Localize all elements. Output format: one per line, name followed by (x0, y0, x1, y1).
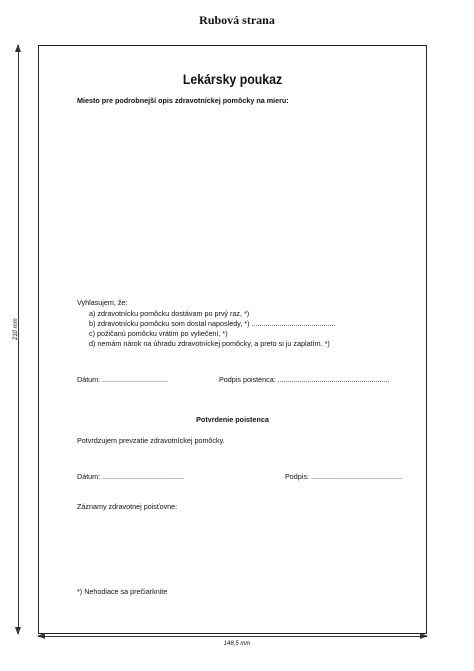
declaration-intro: Vyhlasujem, že: (77, 298, 128, 307)
declaration-item-a: a) zdravotnícku pomôcku dostávam po prvý raz, *) (89, 309, 250, 318)
insured-signature-field: Podpis poistenca: ........................................................ (219, 375, 390, 384)
description-label: Miesto pre podrobnejší opis zdravotníckej pomôcky na mieru: (77, 96, 289, 105)
date-field-2: Dátum: ......................................... (77, 472, 185, 481)
form-title: Lekársky poukaz (182, 71, 283, 87)
insurer-records-label: Záznamy zdravotnej poisťovne: (77, 502, 178, 511)
confirmation-text: Potvrdzujem prevzatie zdravotníckej pomôcky. (77, 436, 225, 445)
declaration-item-b: b) zdravotnícku pomôcku som dostal naposledy, *) .......................................... (89, 319, 336, 328)
width-dimension-line (38, 636, 427, 637)
date-field-1: Dátum: ................................. (77, 375, 169, 384)
confirmation-heading: Potvrdenie poistenca (196, 415, 269, 424)
declaration-item-c: c) požičanú pomôcku vrátim po vyliečení, *) (89, 329, 228, 338)
page-heading: Rubová strana (199, 13, 275, 27)
declaration-item-d: d) nemám nárok na úhradu zdravotníckej pomôcky, a preto si ju zaplatím. *) (89, 339, 330, 348)
signature-field: Podpis: .............................................. (285, 472, 403, 481)
width-dimension-label: 148,5 mm (223, 641, 251, 647)
footnote: *) Nehodiace sa prečiarknite (77, 587, 168, 596)
medical-voucher-form (38, 45, 427, 634)
height-dimension-label: 210 mm (13, 318, 19, 340)
